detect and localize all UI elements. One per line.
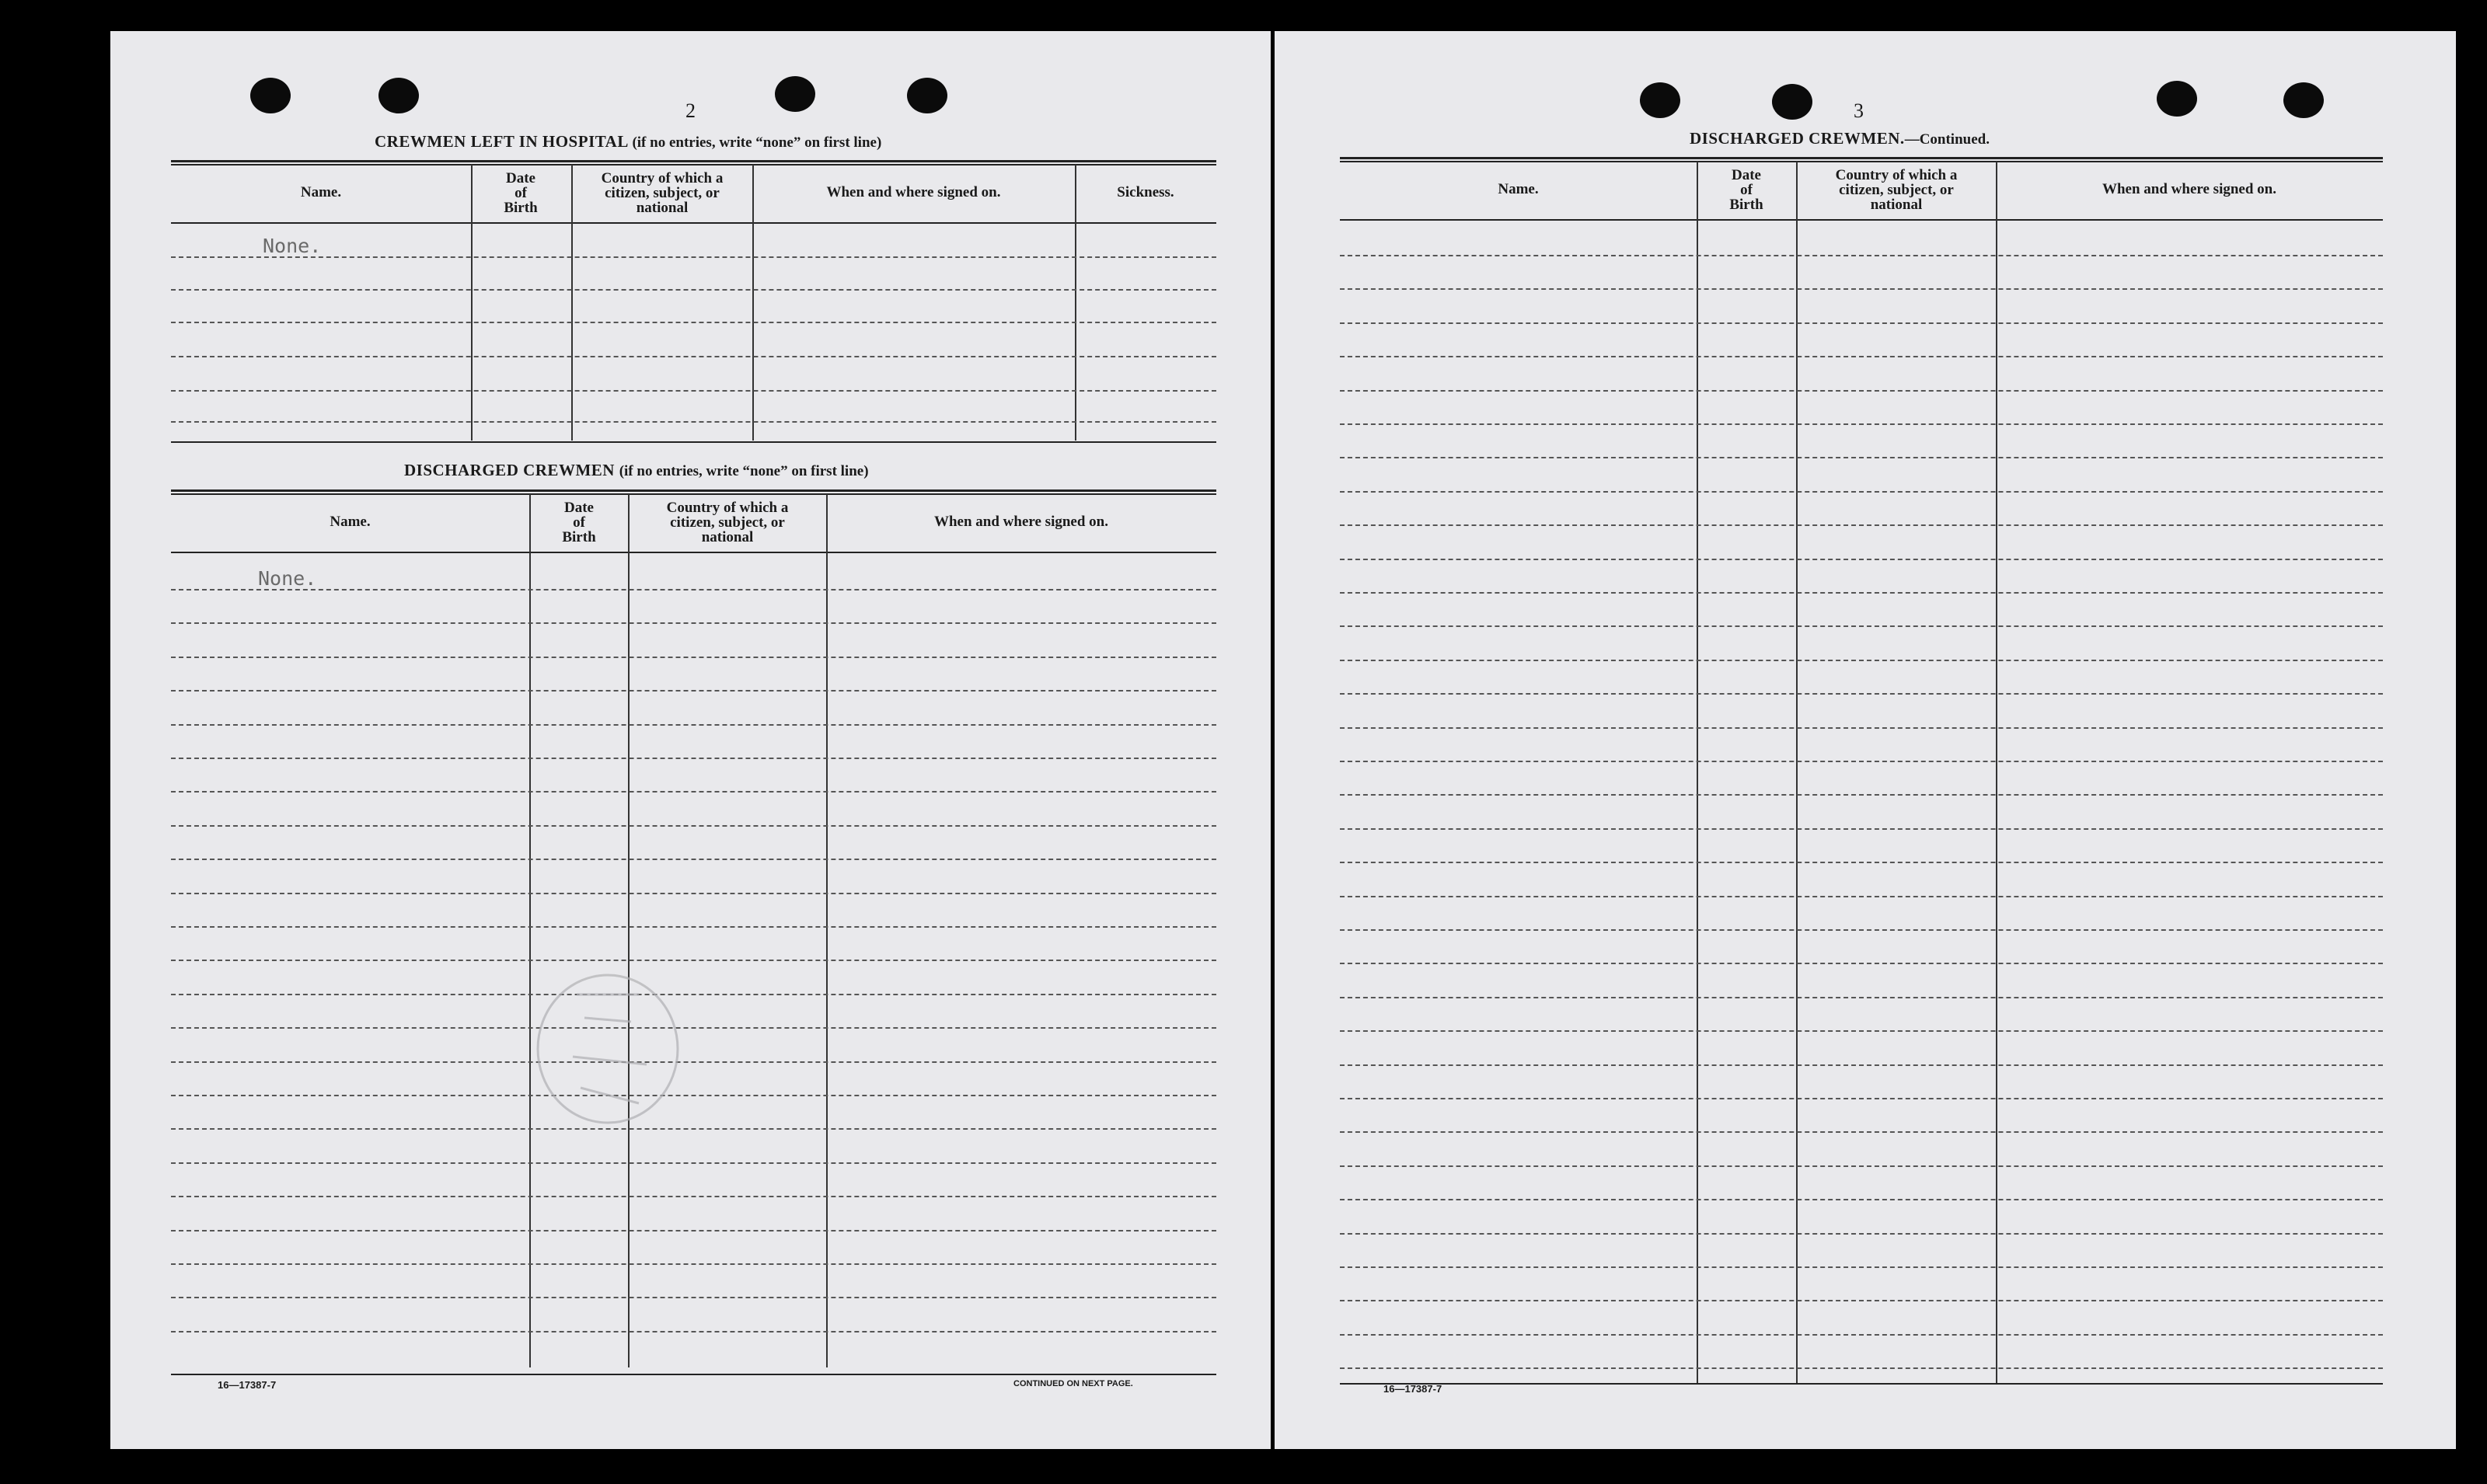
row-line	[1340, 828, 2383, 830]
hospital-instruction: (if no entries, write “none” on first line)	[632, 134, 882, 151]
row-line	[1340, 390, 2383, 392]
col-header-name: Name.	[300, 184, 342, 200]
page-number: 2	[685, 99, 696, 122]
row-line	[1340, 288, 2383, 290]
col-header-signed-on: When and where signed on.	[826, 184, 1001, 200]
row-line	[171, 657, 1216, 658]
row-line	[171, 893, 1216, 894]
continued-suffix: —Continued.	[1904, 131, 1990, 148]
row-line	[1340, 423, 2383, 425]
row-line	[1340, 625, 2383, 627]
row-line	[171, 1027, 1216, 1029]
punch-hole	[2157, 81, 2197, 117]
row-line	[1340, 1064, 2383, 1066]
col-header-date-of-birth: Date of Birth	[1729, 167, 1763, 213]
punch-hole	[907, 78, 947, 113]
page-number: 3	[1854, 99, 1864, 122]
row-line	[171, 758, 1216, 759]
left-page	[110, 31, 1271, 1449]
discharged-instruction: (if no entries, write “none” on first line)	[619, 463, 869, 479]
punch-hole	[1772, 84, 1812, 120]
row-line	[171, 589, 1216, 590]
row-line	[171, 994, 1216, 995]
row-line	[171, 1162, 1216, 1164]
discharged-section-title	[404, 461, 869, 480]
row-line	[1340, 1098, 2383, 1099]
discharged-title-text: DISCHARGED CREWMEN	[404, 461, 615, 479]
col-header-name: Name.	[330, 514, 371, 530]
row-line	[171, 926, 1216, 928]
row-line	[171, 1128, 1216, 1130]
col-header-name: Name.	[1498, 181, 1539, 197]
row-line	[171, 1196, 1216, 1197]
row-line	[1340, 660, 2383, 661]
punch-hole	[775, 76, 815, 112]
row-line	[171, 724, 1216, 726]
punch-hole	[1640, 82, 1680, 118]
row-line	[1340, 255, 2383, 256]
hospital-title-text: CREWMEN LEFT IN HOSPITAL	[375, 132, 628, 151]
punch-hole	[250, 78, 291, 113]
continued-note: CONTINUED ON NEXT PAGE.	[1013, 1379, 1133, 1388]
row-line	[1340, 1233, 2383, 1235]
row-line	[1340, 862, 2383, 863]
row-line	[1340, 929, 2383, 931]
row-line	[171, 960, 1216, 961]
row-line	[1340, 1165, 2383, 1167]
col-header-date-of-birth: Date of Birth	[562, 500, 596, 545]
hospital-first-entry: None.	[263, 235, 322, 257]
row-line	[171, 791, 1216, 793]
row-line	[1340, 896, 2383, 897]
row-line	[1340, 1300, 2383, 1301]
row-line	[1340, 997, 2383, 998]
discharged-continued-table	[1340, 157, 2383, 1416]
row-line	[1340, 592, 2383, 594]
row-line	[171, 1061, 1216, 1063]
hospital-table	[171, 160, 1216, 471]
col-header-country: Country of which a citizen, subject, or national	[666, 500, 789, 545]
discharged-table	[171, 489, 1216, 1422]
row-line	[171, 1297, 1216, 1298]
discharged-continued-title	[1690, 129, 1990, 148]
hospital-section-title	[375, 132, 881, 152]
form-number: 16—17387-7	[1383, 1383, 1442, 1395]
row-line	[1340, 761, 2383, 762]
row-line	[171, 859, 1216, 860]
col-header-country: Country of which a citizen, subject, or national	[1835, 167, 1958, 213]
col-header-sickness: Sickness.	[1117, 184, 1174, 200]
row-line	[1340, 1199, 2383, 1200]
row-line	[1340, 1266, 2383, 1268]
row-line	[171, 1331, 1216, 1332]
row-line	[171, 1095, 1216, 1096]
row-line	[171, 1230, 1216, 1231]
row-line	[1340, 693, 2383, 695]
row-line	[1340, 457, 2383, 458]
row-line	[1340, 1334, 2383, 1336]
row-line	[1340, 1131, 2383, 1133]
discharged-first-entry: None.	[258, 567, 317, 590]
col-header-country: Country of which a citizen, subject, or national	[601, 170, 724, 216]
row-line	[1340, 559, 2383, 560]
faint-stamp	[530, 948, 685, 1134]
right-page	[1275, 31, 2456, 1449]
row-line	[1340, 727, 2383, 729]
form-number: 16—17387-7	[218, 1379, 277, 1391]
row-line	[1340, 794, 2383, 796]
row-line	[1340, 524, 2383, 526]
row-line	[1340, 356, 2383, 357]
row-line	[171, 690, 1216, 691]
col-header-signed-on: When and where signed on.	[933, 514, 1108, 530]
punch-hole	[378, 78, 419, 113]
row-line	[1340, 322, 2383, 324]
row-line	[1340, 491, 2383, 493]
row-line	[1340, 1367, 2383, 1369]
punch-hole	[2283, 82, 2324, 118]
row-line	[1340, 963, 2383, 964]
row-line	[171, 1263, 1216, 1265]
row-line	[171, 825, 1216, 827]
discharged-continued-title-text: DISCHARGED CREWMEN.	[1690, 129, 1905, 148]
row-line	[171, 622, 1216, 624]
col-header-date-of-birth: Date of Birth	[504, 170, 538, 216]
col-header-signed-on: When and where signed on.	[2102, 181, 2276, 197]
row-line	[1340, 1030, 2383, 1032]
